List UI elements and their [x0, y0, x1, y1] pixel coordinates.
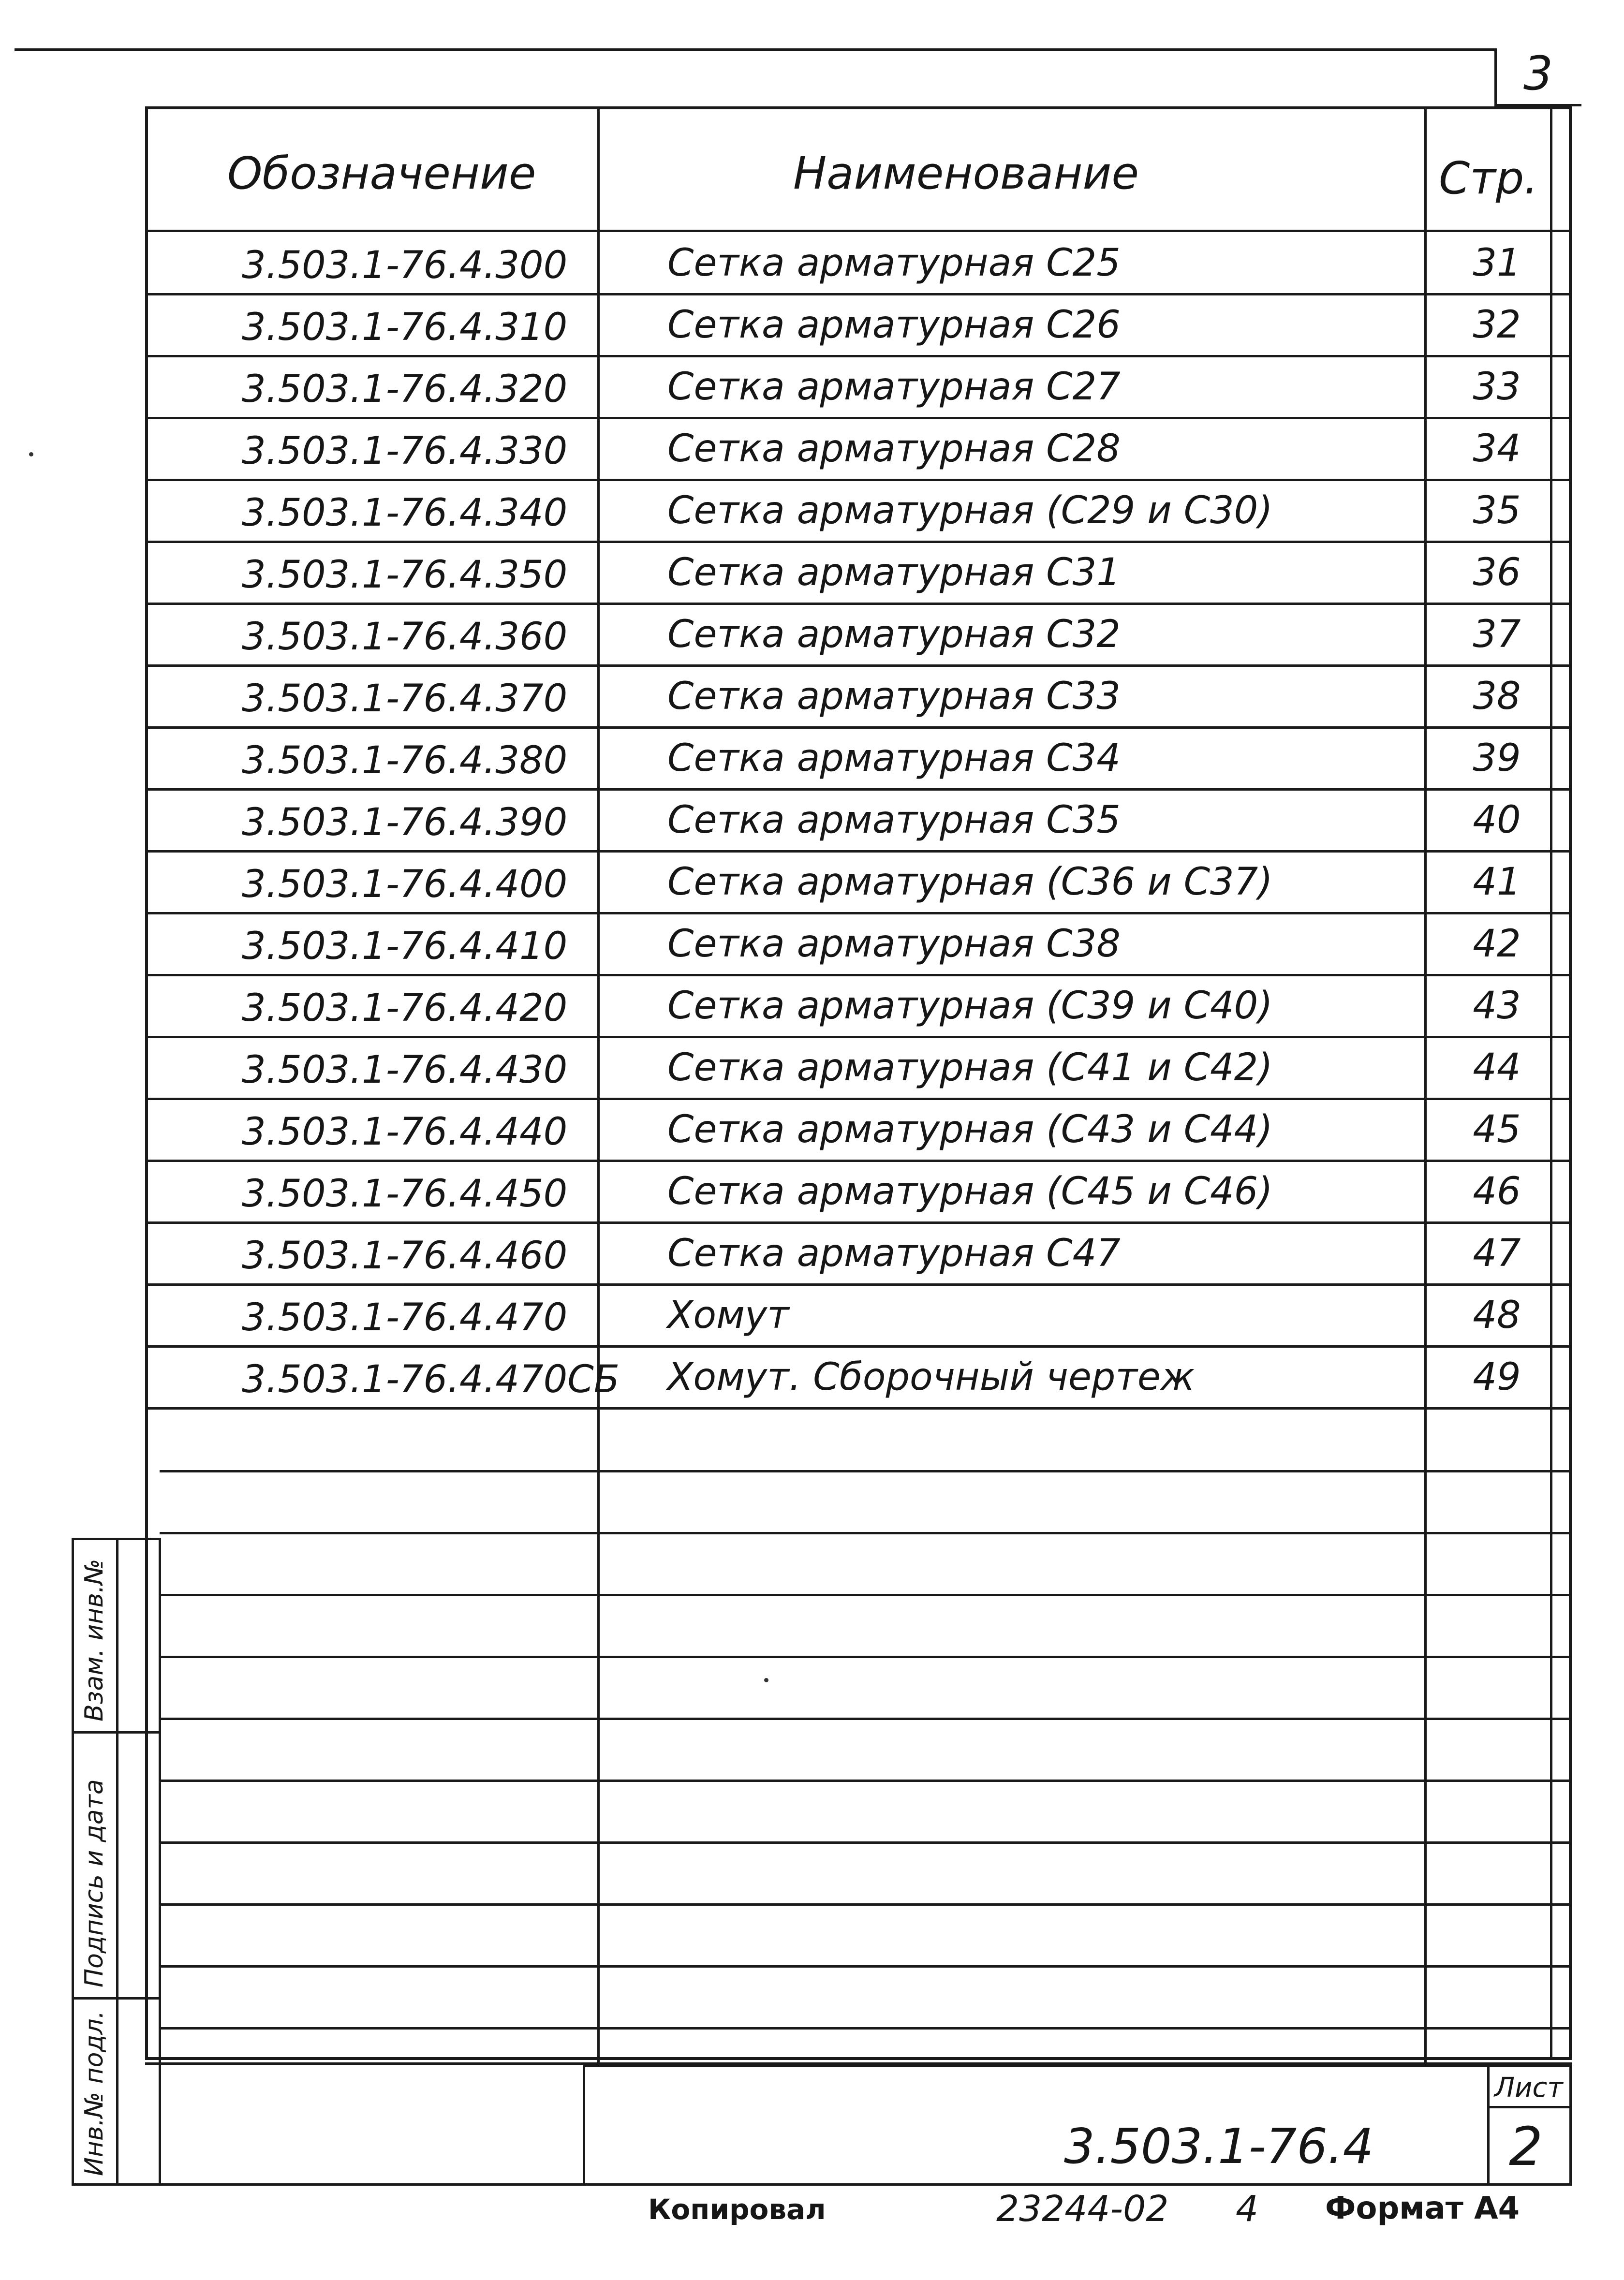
column-divider-2	[1424, 109, 1427, 2067]
footer-order-number: 23244-02	[996, 2188, 1169, 2230]
row-divider	[148, 850, 1569, 853]
empty-row-divider	[160, 1470, 1569, 1472]
row-code: 3.503.1-76.4.450	[242, 1172, 568, 1216]
side-stamp-inner	[116, 1538, 118, 2186]
document-code: 3.503.1-76.4	[1064, 2118, 1374, 2175]
scan-speck	[29, 452, 33, 456]
row-divider	[148, 1283, 1569, 1286]
header-page: Стр.	[1439, 152, 1538, 204]
row-page: 39	[1473, 736, 1521, 780]
row-code: 3.503.1-76.4.370	[242, 677, 568, 721]
row-divider	[148, 912, 1569, 914]
row-code: 3.503.1-76.4.380	[242, 739, 568, 782]
row-page: 35	[1473, 489, 1521, 532]
row-name: Сетка арматурная (С29 и С30)	[667, 489, 1273, 532]
header-name: Наименование	[793, 147, 1139, 199]
row-code: 3.503.1-76.4.300	[242, 244, 568, 287]
side-stamp-outer	[72, 1538, 74, 2186]
row-name: Сетка арматурная С47	[667, 1232, 1121, 1275]
row-code: 3.503.1-76.4.310	[242, 306, 568, 349]
footer-copy-number: 4	[1236, 2188, 1259, 2230]
row-name: Сетка арматурная (С43 и С44)	[667, 1108, 1273, 1151]
sheet-label: Лист	[1494, 2072, 1563, 2103]
side-label-inventory: Инв.№ подл.	[80, 2010, 109, 2176]
sheet-cell-divider	[1487, 2106, 1572, 2108]
row-divider	[148, 1098, 1569, 1100]
row-name: Сетка арматурная С38	[667, 922, 1121, 966]
row-divider	[148, 541, 1569, 543]
sheet-cell-left	[1487, 2065, 1490, 2186]
footer-copied: Копировал	[648, 2193, 826, 2226]
empty-row-divider	[160, 1965, 1569, 1968]
empty-row-divider	[160, 1903, 1569, 1906]
row-name: Сетка арматурная (С45 и С46)	[667, 1170, 1273, 1213]
row-name: Сетка арматурная С26	[667, 303, 1121, 347]
row-page: 38	[1473, 675, 1521, 718]
right-margin-line	[1550, 109, 1552, 2058]
empty-row-divider	[160, 1718, 1569, 1720]
row-divider	[148, 788, 1569, 791]
row-divider	[148, 1345, 1569, 1348]
side-stamp-div-2	[72, 1997, 159, 2000]
row-code: 3.503.1-76.4.330	[242, 429, 568, 473]
empty-row-divider	[160, 2027, 1569, 2030]
row-code: 3.503.1-76.4.390	[242, 801, 568, 844]
row-page: 43	[1473, 984, 1521, 1028]
column-divider-1	[597, 109, 600, 2067]
row-divider	[148, 1407, 1569, 1410]
row-code: 3.503.1-76.4.420	[242, 986, 568, 1030]
row-divider	[148, 1160, 1569, 1162]
row-page: 48	[1473, 1294, 1521, 1337]
row-divider	[148, 479, 1569, 481]
row-divider	[148, 974, 1569, 976]
side-stamp-top	[72, 1538, 159, 1540]
row-page: 49	[1473, 1355, 1521, 1399]
corner-box-left	[1494, 48, 1497, 105]
side-label-signature: Подпись и дата	[80, 1779, 109, 1987]
row-page: 36	[1473, 551, 1521, 594]
row-divider	[148, 417, 1569, 419]
sheet-number: 2	[1509, 2116, 1543, 2177]
top-border-line	[15, 48, 1494, 51]
row-name: Сетка арматурная С32	[667, 613, 1121, 656]
row-name: Сетка арматурная С25	[667, 241, 1121, 285]
row-name: Сетка арматурная (С41 и С42)	[667, 1046, 1273, 1089]
row-divider	[148, 664, 1569, 667]
row-divider	[148, 355, 1569, 357]
empty-row-divider	[160, 1780, 1569, 1782]
row-code: 3.503.1-76.4.430	[242, 1048, 568, 1092]
row-page: 44	[1473, 1046, 1521, 1089]
row-divider	[148, 1036, 1569, 1038]
row-page: 32	[1473, 303, 1521, 347]
title-block-bottom	[159, 2183, 1572, 2186]
row-name: Сетка арматурная (С39 и С40)	[667, 984, 1273, 1028]
row-divider	[148, 603, 1569, 605]
scan-speck	[764, 1678, 768, 1682]
row-name: Хомут. Сборочный чертеж	[667, 1355, 1195, 1399]
side-stamp-div-1	[72, 1731, 159, 1734]
row-page: 33	[1473, 365, 1521, 409]
row-name: Сетка арматурная С35	[667, 798, 1121, 842]
row-code: 3.503.1-76.4.340	[242, 491, 568, 535]
row-divider	[148, 293, 1569, 295]
side-label-exchange: Взам. инв.№	[80, 1559, 109, 1721]
row-divider	[148, 1221, 1569, 1224]
row-code: 3.503.1-76.4.460	[242, 1234, 568, 1278]
row-code: 3.503.1-76.4.470	[242, 1296, 568, 1339]
footer-format: Формат А4	[1325, 2191, 1520, 2226]
header-divider	[145, 230, 1572, 232]
row-name: Сетка арматурная С33	[667, 675, 1121, 718]
row-page: 41	[1473, 860, 1521, 904]
row-code: 3.503.1-76.4.410	[242, 925, 568, 968]
row-page: 40	[1473, 798, 1521, 842]
side-stamp-bottom	[72, 2183, 159, 2186]
row-name: Сетка арматурная (С36 и С37)	[667, 860, 1273, 904]
row-page: 34	[1473, 427, 1521, 471]
row-code: 3.503.1-76.4.320	[242, 368, 568, 411]
side-stamp-right	[159, 1538, 161, 2186]
row-code: 3.503.1-76.4.360	[242, 615, 568, 659]
empty-row-divider	[160, 1841, 1569, 1844]
row-name: Сетка арматурная С28	[667, 427, 1121, 471]
row-code: 3.503.1-76.4.470СБ	[242, 1358, 620, 1401]
row-code: 3.503.1-76.4.400	[242, 863, 568, 906]
empty-row-divider	[160, 1656, 1569, 1658]
header-designation: Обозначение	[227, 147, 536, 199]
row-divider	[148, 726, 1569, 729]
row-page: 31	[1473, 241, 1521, 285]
row-name: Хомут	[667, 1294, 789, 1337]
row-code: 3.503.1-76.4.350	[242, 553, 568, 597]
row-page: 47	[1473, 1232, 1521, 1275]
row-name: Сетка арматурная С34	[667, 736, 1121, 780]
row-page: 46	[1473, 1170, 1521, 1213]
row-page: 37	[1473, 613, 1521, 656]
row-page: 45	[1473, 1108, 1521, 1151]
row-page: 42	[1473, 922, 1521, 966]
empty-row-divider	[160, 1532, 1569, 1534]
sheet-corner-number: 3	[1523, 46, 1553, 101]
row-code: 3.503.1-76.4.440	[242, 1110, 568, 1154]
empty-row-divider	[160, 1594, 1569, 1596]
row-name: Сетка арматурная С31	[667, 551, 1121, 594]
row-name: Сетка арматурная С27	[667, 365, 1121, 409]
